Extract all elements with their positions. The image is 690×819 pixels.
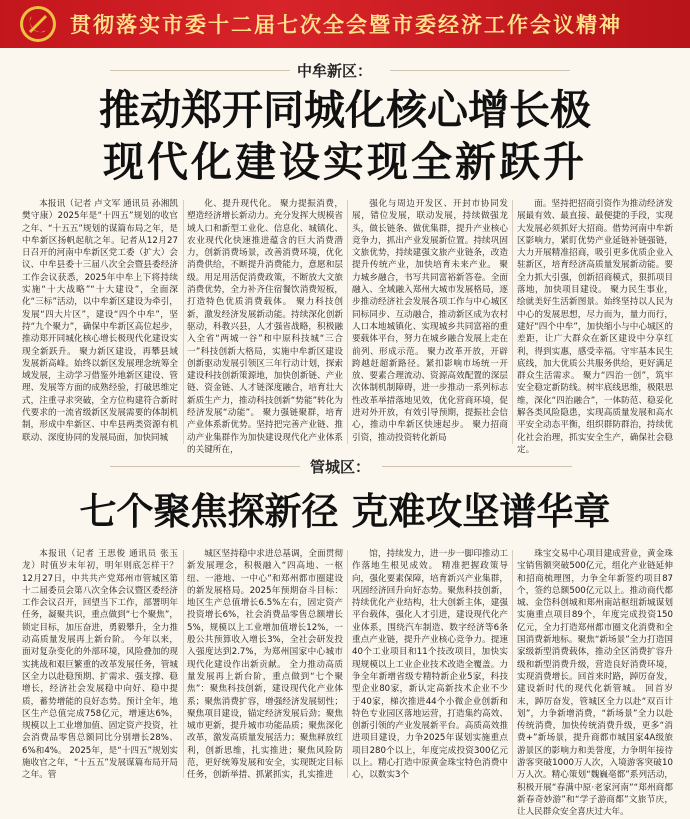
column-divider xyxy=(347,200,348,444)
column-divider xyxy=(183,550,184,778)
section2-column-1: 本报讯（记者 王思俊 通讯员 张玉龙）时值岁末年初，明年则底怎样干？12月27日，中共共产党郑州市管城区第十二届委员会第八次全体会议暨区委经济工作会议召开，回望当下工作，部署明年任务，凝聚共识，重点做到“七个聚焦”，锁定目标，加压奋进，勇毅攀升，全力推动高质量发展再上新台阶。 今年以来，面对复杂变化的外部环境，风险叠加的现实挑战和艰巨繁重的改革发展任务，管城区全力以赴稳预期、扩需求、强支撑、稳增长，经济社会发展稳中向好、稳中提质，蓄势增能的良好态势。预计全年，地区生产总值完成758亿元，增速达6%，规模以上工业增加值、固定资产投资，社会消费品零售总额同比分别增长28%、6%和4%。 2025年，是“十四五”规划实施收官之年，“十五五”发展谋篇布局开局之年。管 xyxy=(22,549,178,781)
banner-title: 贯彻落实市委十二届七次全会暨市委经济工作会议精神 xyxy=(70,13,622,37)
divider xyxy=(110,466,300,467)
section1-headline-line1: 推动郑开同城化核心增长极 xyxy=(99,86,591,134)
divider xyxy=(390,70,570,71)
section2-column-4: 珠宝交易中心项目建成营业，黄金珠宝销售额突破500亿元，组化产业链延伸和招商梳理图，力争全年新签约项目87个，签约总额500亿元以上。推动商代都城、金岱科创城和郑州南站枢纽新城谋划实施重点项目89个，年度完成投资150亿元，全力打造郑州都市圈文化消费和全国消费新地标。聚焦“新场景”全力打造国家级新型消费载体，推动全区消费扩容升级和新型消费升级，营造良好消费环境，实现消费增长。回首来时路，踔厉奋发，建设新时代的现代化新管城。 回首岁末，踔厉奋发，管城区全力以赴“双百计划”，力争新增消费，“新场景”全力以赴传统消费，加快传统消费升级，更多“消费+”新场景，提升商都市城国家4A级旅游景区的影响力和美誉度，力争明年接待游客突破1000万人次，入境游客突破10万人次。精心策划“魏巍亳都”系列活动，积极开展“春满中原·老家河南”“郑州商都新春奇妙游”和“学子游商都”文旅节庆，让人民群众安全喜庆过大年。 xyxy=(517,549,673,818)
section1-column-3: 强化与周边开发区、开封市协同发展，错位发展，联动发展，持续做强龙头，做长链条、做优集群，提升产业核心竞争力，抓出产业发展新位置。持续巩固文旅优势，持续建强文旅产业链条，改造提升传统产业，加快培育未来产业。 聚力城乡融合，书写共同富裕新答卷。全面融入、全域融入郑州大城市发展格局，逐步推动经济社会发展各项工作与中心城区同标同步、互动融合，推动新区成为农村人口本地城镇化、实现城乡共同富裕的重要载体平台，努力在城乡融合发展上走在前列、形成示范。 聚力改革开放，开辟跨越赶超新路径。紧扣影响市场统一开放、要素合理流动、资源高效配置的深层次体制机制障碍，进一步推动一系列标志性改革举措落地见效，优化营商环境，促进对外开放，有效引导预期，提振社会信心，推动中牟新区快速起步。 聚力招商引资，推动投资转化新局 xyxy=(352,199,508,443)
section2-headline: 七个聚焦探新径 克难攻坚谱华章 xyxy=(79,489,611,533)
section2-column-2: 城区坚持稳中求进总基调，全面贯彻新发展理念，积极融入“四高地、一枢纽、一港地、一中心”和郑州都市圈建设的新发展格局。2025年预期奋斗目标：地区生产总值增长6.5%左右，固定资产投资增长6%，社会消费品零售总额增长5%，规模以上工业增加值增长12%，一般公共预算收入增长3%，全社会研发投入强度达到2.7%，为郑州国家中心城市现代化建设作出新贡献。 全力推动高质量发展再上新台阶，重点做到“七个聚焦”：聚焦科技创新，建设现代化产业体系；聚焦消费扩容，增强经济发展韧性；聚焦项目建设，锚定经济发展后劲；聚焦城市更新，提升城市功能品质；聚焦深化改革，激发高质量发展活力；聚焦释放红利，创新思维，扎实推进；聚焦风险防范，更好统筹发展和安全，实现既定目标任务，创新举措、抓紧抓实，扎实推进 xyxy=(187,549,343,781)
section1-column-2: 化、提升现代化。 聚力提振消费，塑造经济增长新动力。充分发挥大规模省域人口和新型工业化、信息化、城镇化、农业现代化快速推进蕴含的巨大消费潜力，创新消费场景，改善消费环境，优化消费供给，不断提升消费能力，意愿和层级。用足用活促消费政策，不断放大文旅消费优势，全力补齐住宿餐饮消费短板，打造特色优质消费载体。 聚力科技创新，激发经济发展新动能。持续深化创新驱动，科教兴县，人才强省战略，积极融入全省“两城一谷”和中原科技城“三合一”科技创新大格局，实施中牟新区建设创新驱动发展引领区三年行动计划，探索建设科技创新策源地，加快创新链、产业链、资金链、人才链深度融合，培育壮大新质生产力，推动科技创新“势能”转化为经济发展“动能”。 聚力强链聚群，培育产业体系新优势。坚持把完善产业链、推动产业集群作为加快建设现代化产业体系的关键所在， xyxy=(187,199,343,455)
party-emblem-icon xyxy=(18,4,58,44)
column-divider xyxy=(512,550,513,778)
column-divider xyxy=(512,200,513,444)
section1-column-4: 面。坚持把招商引资作为推动经济发展最有效、最直接、最便捷的手段，实现大发展必须抓好大招商。借势河南中牟新区影响力，紧盯优势产业延链补链强链，大力开展精准招商，吸引更多优质企业入驻新区，培育经济高质量发展新动能。要全力抓大引强，创新招商模式，狠抓项目落地，加快项目建设。 聚力民生事业，绘就美好生活新图景。始终坚持以人民为中心的发展思想，尽力而为，量力而行，建好“四个中牟”，加快缩小与中心城区的差距，让广大群众在新区建设中分享红利，得到实惠，感受幸福。守牢基本民生底线，加大优质公共服务供给，更好满足群众生活需求。 聚力“四治一创”，筑牢安全稳定新防线。树牢底线思维，极限思维，深化“四治融合”，一体防范、稳妥化解各类风险隐患，实现高质量发展和高水平安全动态平衡，组织群防群治，持续优化社会治理，抓实安全生产，确保社会稳定。 xyxy=(517,199,673,455)
section1-column-1: 本报讯（记者 卢文军 通讯员 孙湘凯 樊守康）2025年是“十四五”规划的收官之年、“十五五”规划的谋篇布局之年，是中牟新区扬帆起航之年。记者从12月27日召开的河南中牟新区党工委（扩大）会议、中牟县委十三届八次全会暨县委经济工作会议获悉，2025年中牟上下将持续实施“十大战略”“十大建设”，全面深化“三标”活动，以中牟新区建设为牵引，发展“四大片区”，建设“四个中牟”，坚持“九个聚力”，确保中牟新区高位起步，推动郑开同城化核心增长极现代化建设实现全新跃升。 聚力新区建设，再攀县域发展新高峰。始终以新区发展理念统筹全域发展，主动学习借鉴外地新区建设、管理、发展等方面的成熟经验，打破思维定式，注重寻求突破，全方位构建符合新时代要求的一流省级新区发展需要的体制机制，形成中牟新区、中牟县两类资源有机联动、深度协同的发展局面，加快同城 xyxy=(22,199,178,443)
column-divider xyxy=(347,550,348,778)
section1-label: 中牟新区： xyxy=(297,62,373,80)
section2-column-3: 馆，持续发力，进一步一脚印推动工作落地生根见成效。 精准把握政策导向，强化要素保障，培育新兴产业集群，巩固经济回升向好态势。聚焦科技创新，持续优化产业结构，壮大创新主体，建强平台载体，强化人才引进，建设现代化产业体系，围绕汽车制造、数字经济等6条重点产业链，提升产业核心竞争力。提速40个工业项目和11个技改项目，加快实现规模以上工业企业技术改造全覆盖。力争全年新增省级专精特新企业5家，科技型企业80家，新认定高新技术企业不少于40家，梯次推进44个小微企业创新和特色专业园区落地运营，打造集约高效、创新引领的产业发展新平台。高质高效推进项目建设，力争2025年谋划实施重点项目280个以上，年度完成投资300亿元以上。精心打造中原黄金珠宝特色消费中心，以数实3个 xyxy=(352,549,508,781)
section2-label: 管城区： xyxy=(310,458,371,476)
divider xyxy=(382,466,572,467)
column-divider xyxy=(183,200,184,444)
section1-headline-line2: 现代化建设实现全新跃升 xyxy=(103,138,587,186)
page-banner xyxy=(0,0,690,48)
divider xyxy=(110,70,290,71)
